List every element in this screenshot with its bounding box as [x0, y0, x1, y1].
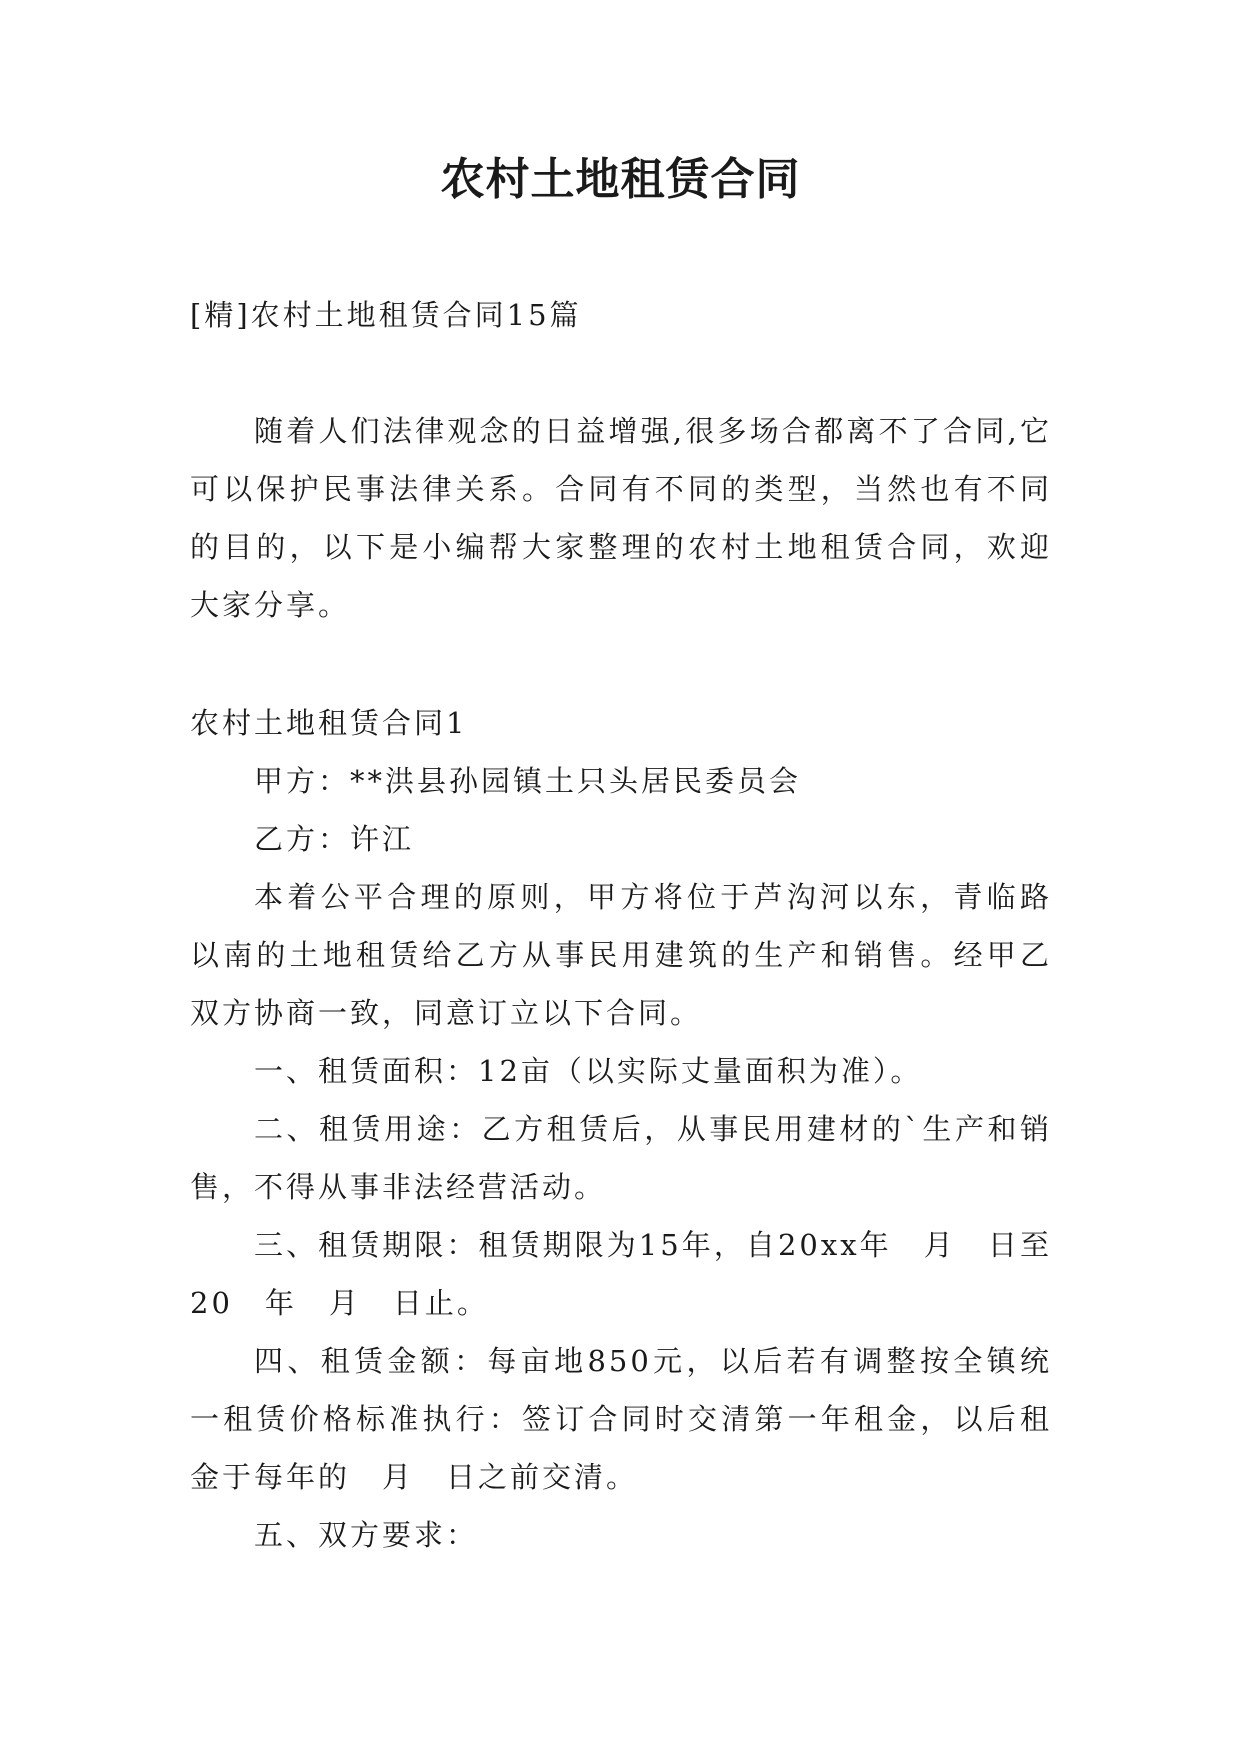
clause-purpose: 二、租赁用途：乙方租赁后，从事民用建材的`生产和销售，不得从事非法经营活动。 — [190, 1112, 1052, 1204]
clause-amount: 四、租赁金额：每亩地850元，以后若有调整按全镇统一租赁价格标准执行：签订合同时交清第一年租金，以后租金于每年的 月 日之前交清。 — [190, 1344, 1052, 1494]
document-subtitle — [190, 286, 1052, 344]
clause-term: 三、租赁期限：租赁期限为15年，自20xx年 月 日至20 年 月 日止。 — [190, 1228, 1052, 1320]
intro-paragraph — [190, 402, 1052, 634]
clause-requirements: 五、双方要求： — [254, 1518, 479, 1552]
section-heading: 农村土地租赁合同1 — [190, 706, 468, 740]
clause-area: 一、租赁面积：12亩（以实际丈量面积为准）。 — [254, 1054, 923, 1088]
preamble-paragraph: 本着公平合理的原则，甲方将位于芦沟河以东，青临路以南的土地租赁给乙方从事民用建筑的生产和销售。经甲乙双方协商一致，同意订立以下合同。 — [190, 880, 1052, 1030]
party-b-line: 乙方：许江 — [254, 822, 415, 856]
contract-section — [190, 694, 1052, 1564]
subtitle-text: [精]农村土地租赁合同15篇 — [190, 298, 582, 332]
intro-text: 随着人们法律观念的日益增强,很多场合都离不了合同,它可以保护民事法律关系。合同有不同的类型，当然也有不同的目的，以下是小编帮大家整理的农村土地租赁合同，欢迎大家分享。 — [190, 414, 1052, 622]
party-a-line: 甲方：**洪县孙园镇土只头居民委员会 — [254, 764, 802, 798]
document-title: 农村土地租赁合同 — [440, 154, 801, 205]
